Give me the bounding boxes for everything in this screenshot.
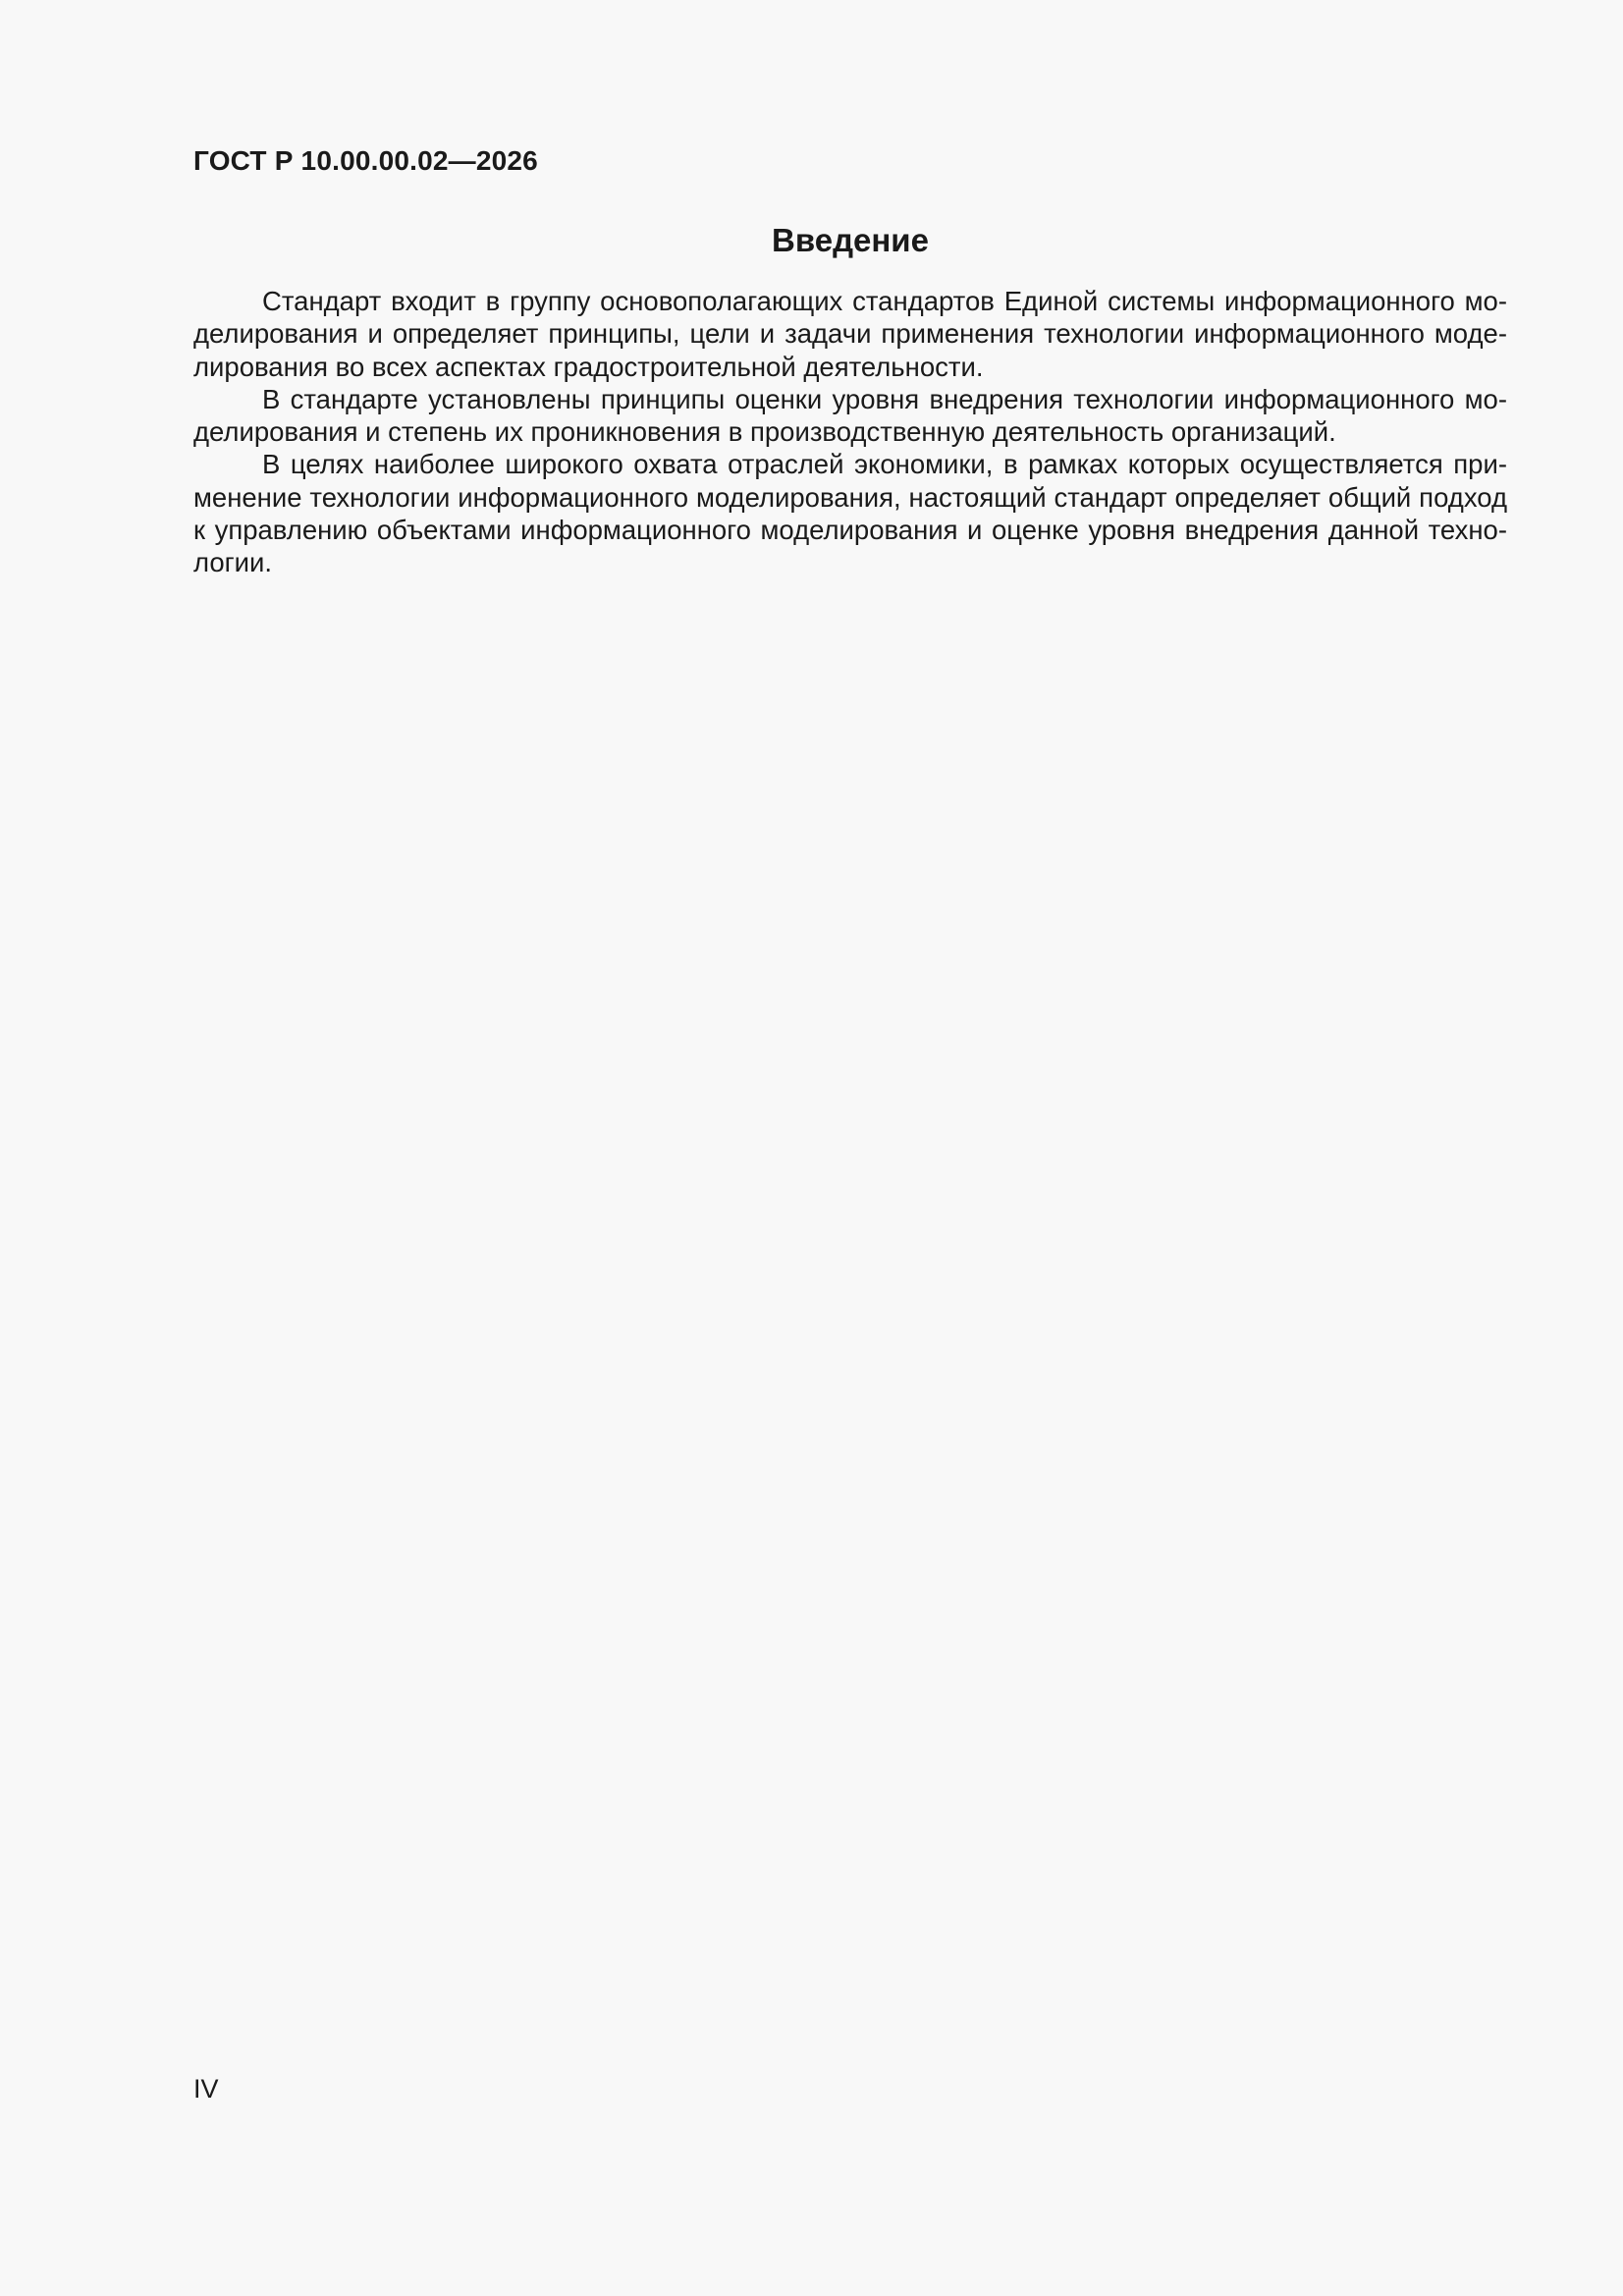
paragraph-3: В целях наиболее широкого охвата отраслей экономики, в рамках которых осуществляется применение технологии информационного моделирования, настоящий стандарт определяет общий подход к управлению объектами информационного моделирования и оценке уровня внедрения данной технологии. xyxy=(193,449,1507,578)
section-body xyxy=(193,285,1507,579)
paragraph-2: В стандарте установлены принципы оценки уровня внедрения технологии информационного моделирования и степень их проникновения в производственную деятельность организаций. xyxy=(193,383,1507,448)
section-title: Введение xyxy=(772,222,929,258)
page-number: IV xyxy=(193,2074,219,2104)
document-designation: ГОСТ Р 10.00.00.02—2026 xyxy=(193,145,538,176)
paragraph-1: Стандарт входит в группу основополагающих стандартов Единой системы информационного моделирования и определяет принципы, цели и задачи применения технологии информационного моделирования во всех аспектах градостроительной деятельности. xyxy=(193,286,1507,382)
